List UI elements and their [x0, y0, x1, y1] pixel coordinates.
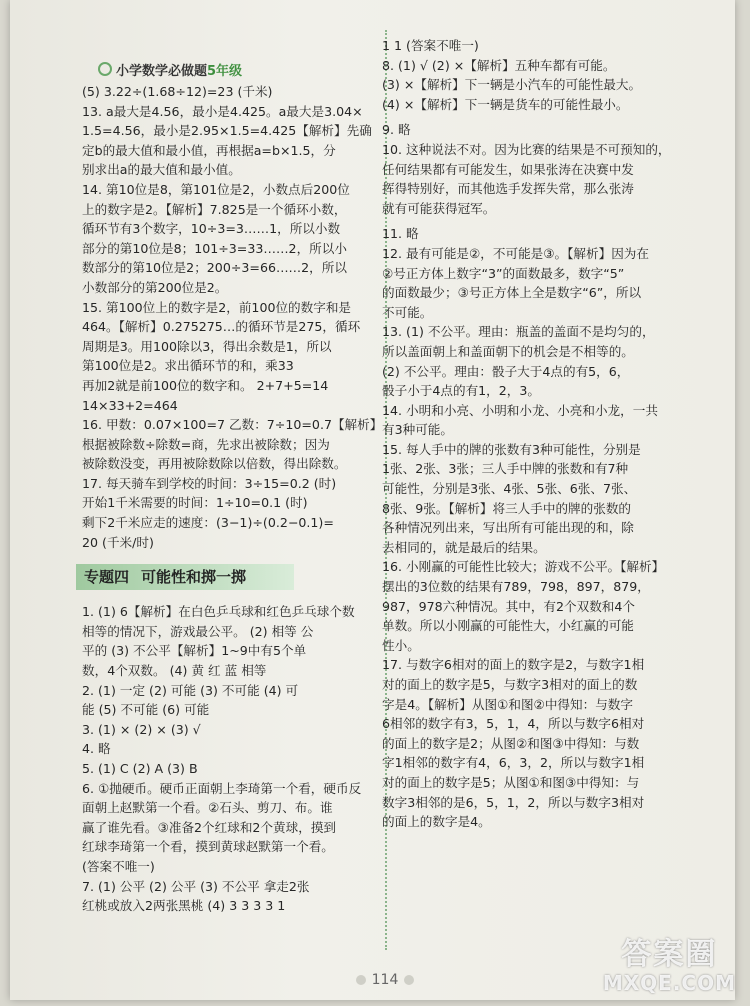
answer-line: 1.5=4.56，最小是2.95×1.5=4.425【解析】先确 — [82, 121, 382, 141]
answer-line: 13. (1) 不公平。理由：瓶盖的盖面不是均匀的， — [382, 322, 710, 342]
answer-line: 的面数最少；③号正方体上全是数字“6”，所以 — [382, 283, 710, 303]
answer-line: 15. 每人手中的牌的张数有3种可能性，分别是 — [382, 440, 710, 460]
answer-line: 987，978六种情况。其中，有2个双数和4个 — [382, 597, 710, 617]
answer-line: 7. (1) 公平 (2) 公平 (3) 不公平 拿走2张 — [82, 877, 382, 897]
answer-line: 字1相邻的数字有4，6，3，2，所以与数字1相 — [382, 753, 710, 773]
answer-line: 的面上的数字是2；从图②和图③中得知：与数 — [382, 734, 710, 754]
answer-line: 被除数没变，再用被除数除以倍数，得出除数。 — [82, 454, 382, 474]
answer-line: 的面上的数字是4。 — [382, 812, 710, 832]
answer-line: 定b的最大值和最小值，再根据a=b×1.5，分 — [82, 141, 382, 161]
header-grade: 5年级 — [207, 64, 242, 79]
answer-line: 14. 第10位是8，第101位是2，小数点后200位 — [82, 180, 382, 200]
answer-line: 周期是3。用100除以3，得出余数是1，所以 — [82, 337, 382, 357]
left-answers-b — [82, 602, 382, 916]
answer-line: 面朝上赵默第一个看。②石头、剪刀、布。谁 — [82, 798, 382, 818]
section-heading — [76, 564, 294, 590]
answer-line: 可能性，分别是3张、4张、5张、6张、7张、 — [382, 479, 710, 499]
answer-line: 6. ①抛硬币。硬币正面朝上李琦第一个看，硬币反 — [82, 779, 382, 799]
answer-line: 数，4个双数。 (4) 黄 红 蓝 相等 — [82, 661, 382, 681]
answer-line: 挥得特别好，而其他选手发挥失常，那么张涛 — [382, 179, 710, 199]
answer-line: 骰子小于4点的有1，2，3。 — [382, 381, 710, 401]
answer-line: 上的数字是2。【解析】7.825是一个循环小数， — [82, 200, 382, 220]
left-column — [82, 56, 382, 1006]
answer-line: 17. 每天骑车到学校的时间：3÷15=0.2 (时) — [82, 474, 382, 494]
answer-line: 部分的第10位是8；101÷3=33……2，所以小 — [82, 239, 382, 259]
answer-line: 第100位是2。求出循环节的和，乘33 — [82, 356, 382, 376]
answer-line: 14. 小明和小亮、小明和小龙、小亮和小龙，一共 — [382, 401, 710, 421]
answer-line: 就有可能获得冠军。 — [382, 199, 710, 219]
answer-line: 8张、9张。【解析】将三人手中的牌的张数的 — [382, 499, 710, 519]
answer-line: 不可能。 — [382, 303, 710, 323]
answer-line: 16. 小刚赢的可能性比较大；游戏不公平。【解析】 — [382, 557, 710, 577]
book-page — [10, 0, 735, 1000]
answer-line: 去相同的，就是最后的结果。 — [382, 538, 710, 558]
answer-line: 4. 略 — [82, 739, 382, 759]
answer-line: 10. 这种说法不对。因为比赛的结果是不可预知的， — [382, 140, 710, 160]
header-title: 小学数学必做题 — [116, 64, 207, 79]
answer-line: 12. 最有可能是②，不可能是③。【解析】因为在 — [382, 244, 710, 264]
answer-line: 数字3相邻的是6，5，1，2，所以与数字3相对 — [382, 793, 710, 813]
answer-line: 20 (千米/时) — [82, 533, 382, 553]
section-title: 可能性和掷一掷 — [141, 568, 246, 586]
watermark-logo — [603, 938, 736, 994]
page-number: 114 — [345, 972, 425, 988]
answer-line: 8. (1) √ (2) ×【解析】五种车都有可能。 — [382, 56, 710, 76]
answer-line: 5. (1) C (2) A (3) B — [82, 759, 382, 779]
answer-line: 赢了谁先看。③准备2个红球和2个黄球，摸到 — [82, 818, 382, 838]
answer-line: (4) ×【解析】下一辆是货车的可能性最小。 — [382, 95, 710, 115]
answer-line: ②号正方体上数字“3”的面数最多，数字“5” — [382, 264, 710, 284]
answer-line: (5) 3.22÷(1.68÷12)=23 (千米) — [82, 82, 382, 102]
answer-line: 红桃或放入2两张黑桃 (4) 3 3 3 3 1 — [82, 896, 382, 916]
answer-line: 性小。 — [382, 636, 710, 656]
answer-line: 464。【解析】0.275275…的循环节是275，循环 — [82, 317, 382, 337]
right-column — [382, 36, 710, 986]
answer-line: 1张、2张、3张；三人手中牌的张数和有7种 — [382, 459, 710, 479]
answer-line: 字是4。【解析】从图①和图②中得知：与数字 — [382, 695, 710, 715]
answer-line: (3) ×【解析】下一辆是小汽车的可能性最大。 — [382, 75, 710, 95]
watermark-url: MXQE.COM — [603, 972, 736, 994]
answer-line: 循环节有3个数字，10÷3=3……1，所以小数 — [82, 219, 382, 239]
answer-line: 开始1千米需要的时间：1÷10=0.1 (时) — [82, 493, 382, 513]
answer-line: 有3种可能。 — [382, 420, 710, 440]
left-answers-a — [82, 82, 382, 552]
answer-line: 任何结果都有可能发生，如果张涛在决赛中发 — [382, 160, 710, 180]
answer-line: 相等的情况下，游戏最公平。 (2) 相等 公 — [82, 622, 382, 642]
answer-line: 所以盖面朝上和盖面朝下的机会是不相等的。 — [382, 342, 710, 362]
answer-line: 剩下2千米应走的速度：(3−1)÷(0.2−0.1)= — [82, 513, 382, 533]
answer-line: 11. 略 — [382, 224, 710, 244]
answer-line: 平的 (3) 不公平【解析】1~9中有5个单 — [82, 641, 382, 661]
answer-line: 6相邻的数字有3，5，1，4，所以与数字6相对 — [382, 714, 710, 734]
answer-line: 3. (1) × (2) × (3) √ — [82, 720, 382, 740]
answer-line: 能 (5) 不可能 (6) 可能 — [82, 700, 382, 720]
answer-line: 9. 略 — [382, 120, 710, 140]
answer-line: 14×33+2=464 — [82, 396, 382, 416]
answer-line: 17. 与数字6相对的面上的数字是2，与数字1相 — [382, 655, 710, 675]
answer-line: 单数。所以小刚赢的可能性大，小红赢的可能 — [382, 616, 710, 636]
answer-line: 16. 甲数：0.07×100=7 乙数：7÷10=0.7【解析】 — [82, 415, 382, 435]
answer-line: 再加2就是前100位的数字和。 2+7+5=14 — [82, 376, 382, 396]
answer-line: (答案不唯一) — [82, 857, 382, 877]
answer-line: 2. (1) 一定 (2) 可能 (3) 不可能 (4) 可 — [82, 681, 382, 701]
answer-line: 15. 第100位上的数字是2，前100位的数字和是 — [82, 298, 382, 318]
answer-line: 别求出a的最大值和最小值。 — [82, 160, 382, 180]
answer-line: 小数部分的第200位是2。 — [82, 278, 382, 298]
answer-line: 根据被除数÷除数=商，先求出被除数；因为 — [82, 435, 382, 455]
section-label: 专题四 — [84, 568, 129, 586]
answer-line: (2) 不公平。理由：骰子大于4点的有5，6， — [382, 362, 710, 382]
answer-line: 数部分的第10位是2；200÷3=66……2，所以 — [82, 258, 382, 278]
answer-line: 对的面上的数字是5，与数字3相对的面上的数 — [382, 675, 710, 695]
answer-line: 1. (1) 6【解析】在白色乒乓球和红色乒乓球个数 — [82, 602, 382, 622]
answer-line: 对的面上的数字是5；从图①和图③中得知：与 — [382, 773, 710, 793]
answer-line: 13. a最大是4.56，最小是4.425。a最大是3.04× — [82, 102, 382, 122]
watermark-title: 答案圈 — [603, 938, 736, 972]
answer-line: 各种情况列出来，写出所有可能出现的和，除 — [382, 518, 710, 538]
answer-line: 摆出的3位数的结果有789，798，897，879， — [382, 577, 710, 597]
answer-line: 红球李琦第一个看，摸到黄球赵默第一个看。 — [82, 837, 382, 857]
answer-line: 1 1 (答案不唯一) — [382, 36, 710, 56]
